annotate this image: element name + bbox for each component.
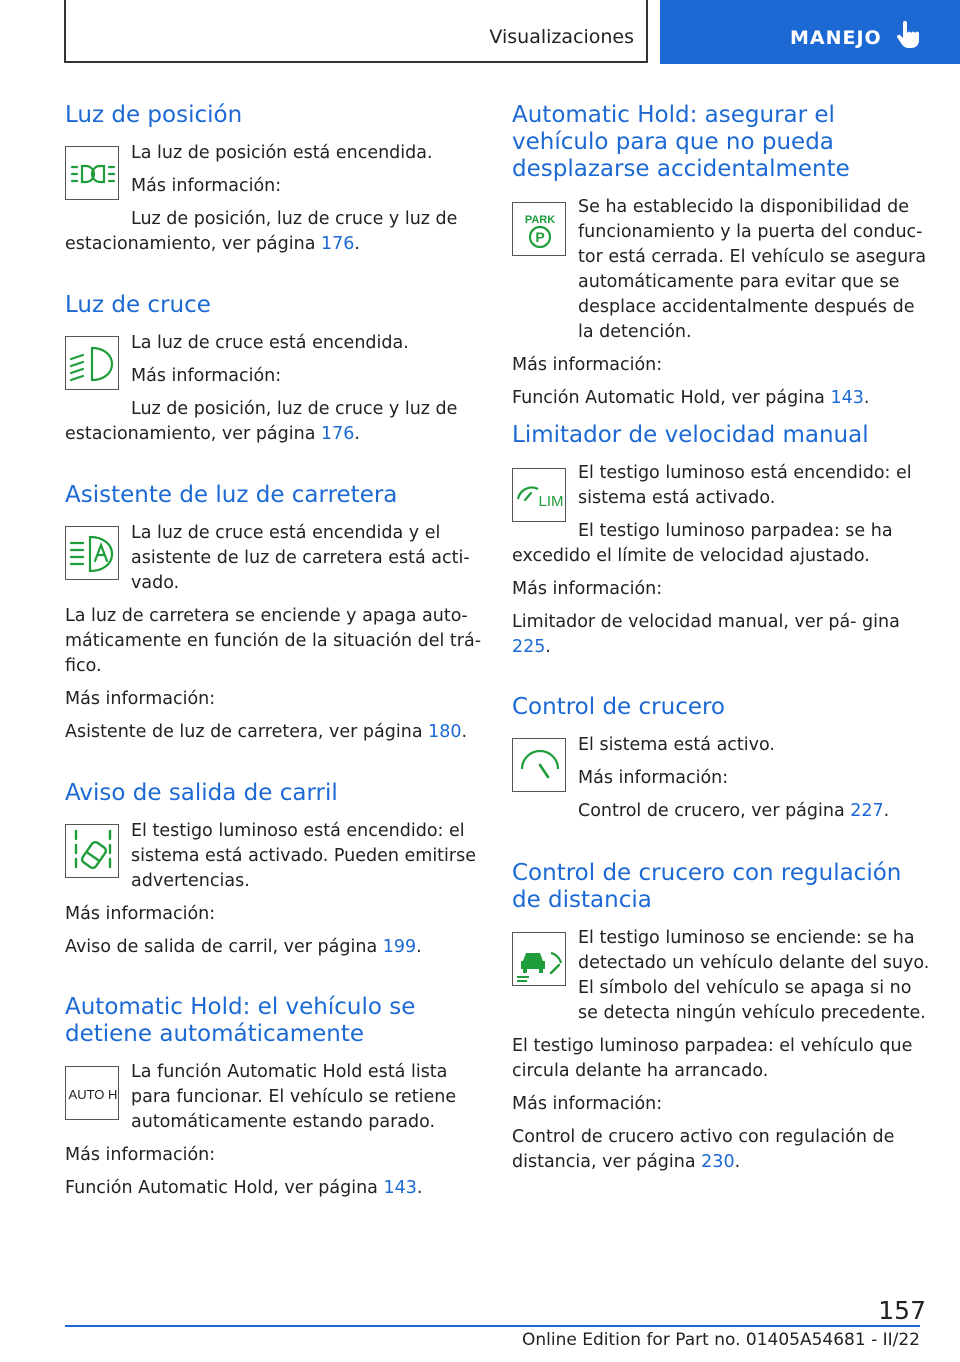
- more-info-label: Más información:: [512, 579, 663, 599]
- distance-cruise-icon: [513, 933, 567, 987]
- section-heading: Luz de posición: [65, 102, 243, 128]
- parking-light-icon: [66, 147, 120, 201]
- svg-text:PARK: PARK: [524, 214, 556, 226]
- section-distance-cruise: [512, 860, 932, 1175]
- indicator-box: [512, 932, 566, 986]
- lane-departure-icon: [66, 825, 120, 879]
- reference-text: Limitador de velocidad manual, ver pá‐ gina 225.: [512, 612, 900, 657]
- section-text: El testigo luminoso parpadea: el vehículo que circula delante ha arrancado.: [512, 1036, 913, 1081]
- park-icon: [513, 203, 567, 257]
- footer-divider: [65, 1325, 920, 1327]
- indicator-box: [65, 336, 119, 390]
- section-heading: Asistente de luz de carretera: [65, 482, 398, 508]
- reference-text: Control de crucero activo con regulación de distancia, ver página 230.: [512, 1127, 895, 1172]
- section-heading: Aviso de salida de carril: [65, 780, 338, 806]
- more-info-label: Más información:: [131, 366, 282, 386]
- low-beam-icon: [66, 337, 120, 391]
- page-link[interactable]: 199: [382, 937, 417, 957]
- section-heading: Luz de cruce: [65, 292, 211, 318]
- section-speed-limiter: [512, 422, 932, 660]
- indicator-box: [65, 526, 119, 580]
- section-lane-departure: [65, 780, 485, 960]
- hand-pointer-icon: [896, 20, 920, 50]
- section-text: El testigo luminoso parpadea: se ha excedido el límite de velocidad ajustado.: [512, 521, 893, 566]
- section-auto-hold: [65, 994, 485, 1201]
- section-text: El testigo luminoso se enciende: se ha detectado un vehículo delante del suyo. El símbolo del vehículo se apaga si no se detecta ningún vehículo precedente.: [578, 928, 930, 1023]
- section-text: La luz de cruce está encendida y el asistente de luz de carretera está acti‐ vado.: [131, 523, 470, 593]
- section-heading: Automatic Hold: asegurar el vehículo para que no pueda desplazarse accidentalmente: [512, 102, 850, 182]
- indicator-box: [512, 738, 566, 792]
- section-text: El testigo luminoso está encendido: el sistema está activado. Pueden emitirse advertencias.: [131, 821, 476, 891]
- reference-text: Función Automatic Hold, ver página 143.: [65, 1178, 423, 1198]
- section-high-beam-assist: [65, 482, 485, 745]
- section-heading: Control de crucero: [512, 694, 726, 720]
- svg-text:AUTO H: AUTO H: [68, 1087, 118, 1102]
- page-link[interactable]: 143: [383, 1178, 417, 1198]
- reference-text: Aviso de salida de carril, ver página 199.: [65, 937, 422, 957]
- page-number: 157: [878, 1296, 926, 1325]
- indicator-box: [512, 468, 566, 522]
- reference-text: Control de crucero, ver página 227.: [578, 801, 890, 821]
- more-info-label: Más información:: [65, 689, 216, 709]
- section-low-beam: [65, 292, 485, 447]
- reference-text: Luz de posición, luz de cruce y luz de estacionamiento, ver página 176.: [65, 399, 458, 444]
- page-link[interactable]: 176: [321, 234, 355, 254]
- section-title: Visualizaciones: [489, 26, 634, 48]
- reference-text: Función Automatic Hold, ver página 143.: [512, 388, 870, 408]
- more-info-label: Más información:: [512, 355, 663, 375]
- section-text: El testigo luminoso está encendido: el sistema está activado.: [578, 463, 912, 508]
- header-box: [64, 0, 648, 63]
- page-link[interactable]: 180: [428, 722, 462, 742]
- indicator-box: [65, 146, 119, 200]
- section-text: Se ha establecido la disponibilidad de funcionamiento y la puerta del conduc‐ tor está cerrada. El vehículo se asegura automáticamente para evitar que se desplace accidentalmente después de la detención.: [578, 197, 927, 342]
- more-info-label: Más información:: [512, 1094, 663, 1114]
- page-link[interactable]: 143: [830, 388, 864, 408]
- section-heading: Automatic Hold: el vehículo se detiene automáticamente: [65, 994, 416, 1047]
- section-text: La función Automatic Hold está lista para funcionar. El vehículo se retiene automáticamente estando parado.: [131, 1062, 457, 1132]
- indicator-box: [65, 824, 119, 878]
- more-info-label: Más información:: [578, 768, 729, 788]
- svg-text:P: P: [535, 229, 545, 245]
- more-info-label: Más información:: [65, 1145, 216, 1165]
- reference-text: Asistente de luz de carretera, ver página 180.: [65, 722, 468, 742]
- section-text: La luz de cruce está encendida.: [131, 333, 409, 353]
- section-text: La luz de carretera se enciende y apaga auto‐ máticamente en función de la situación del trá‐ fico.: [65, 606, 482, 676]
- page-link[interactable]: 227: [850, 801, 884, 821]
- chapter-tab[interactable]: [660, 0, 960, 64]
- section-cruise-control: [512, 694, 932, 824]
- speed-limiter-icon: [513, 469, 567, 523]
- high-beam-assist-icon: [66, 527, 120, 581]
- section-heading: Limitador de velocidad manual: [512, 422, 869, 448]
- section-heading: Control de crucero con regulación de distancia: [512, 860, 902, 913]
- chapter-label: MANEJO: [790, 27, 882, 49]
- more-info-label: Más información:: [131, 176, 282, 196]
- page-link[interactable]: 225: [512, 637, 546, 657]
- cruise-control-icon: [513, 739, 567, 793]
- reference-text: Luz de posición, luz de cruce y luz de estacionamiento, ver página 176.: [65, 209, 458, 254]
- indicator-box: [65, 1066, 119, 1120]
- indicator-box: [512, 202, 566, 256]
- footer-text: Online Edition for Part no. 01405A54681 - II/22: [521, 1330, 920, 1350]
- section-text: La luz de posición está encendida.: [131, 143, 433, 163]
- page-link[interactable]: 176: [321, 424, 355, 444]
- auto-hold-icon: [66, 1067, 120, 1121]
- page-link[interactable]: 230: [701, 1152, 735, 1172]
- section-text: El sistema está activo.: [578, 735, 775, 755]
- svg-text:LIM: LIM: [538, 493, 564, 510]
- section-auto-hold-secure: [512, 102, 932, 411]
- more-info-label: Más información:: [65, 904, 216, 924]
- section-parking-light: [65, 102, 485, 257]
